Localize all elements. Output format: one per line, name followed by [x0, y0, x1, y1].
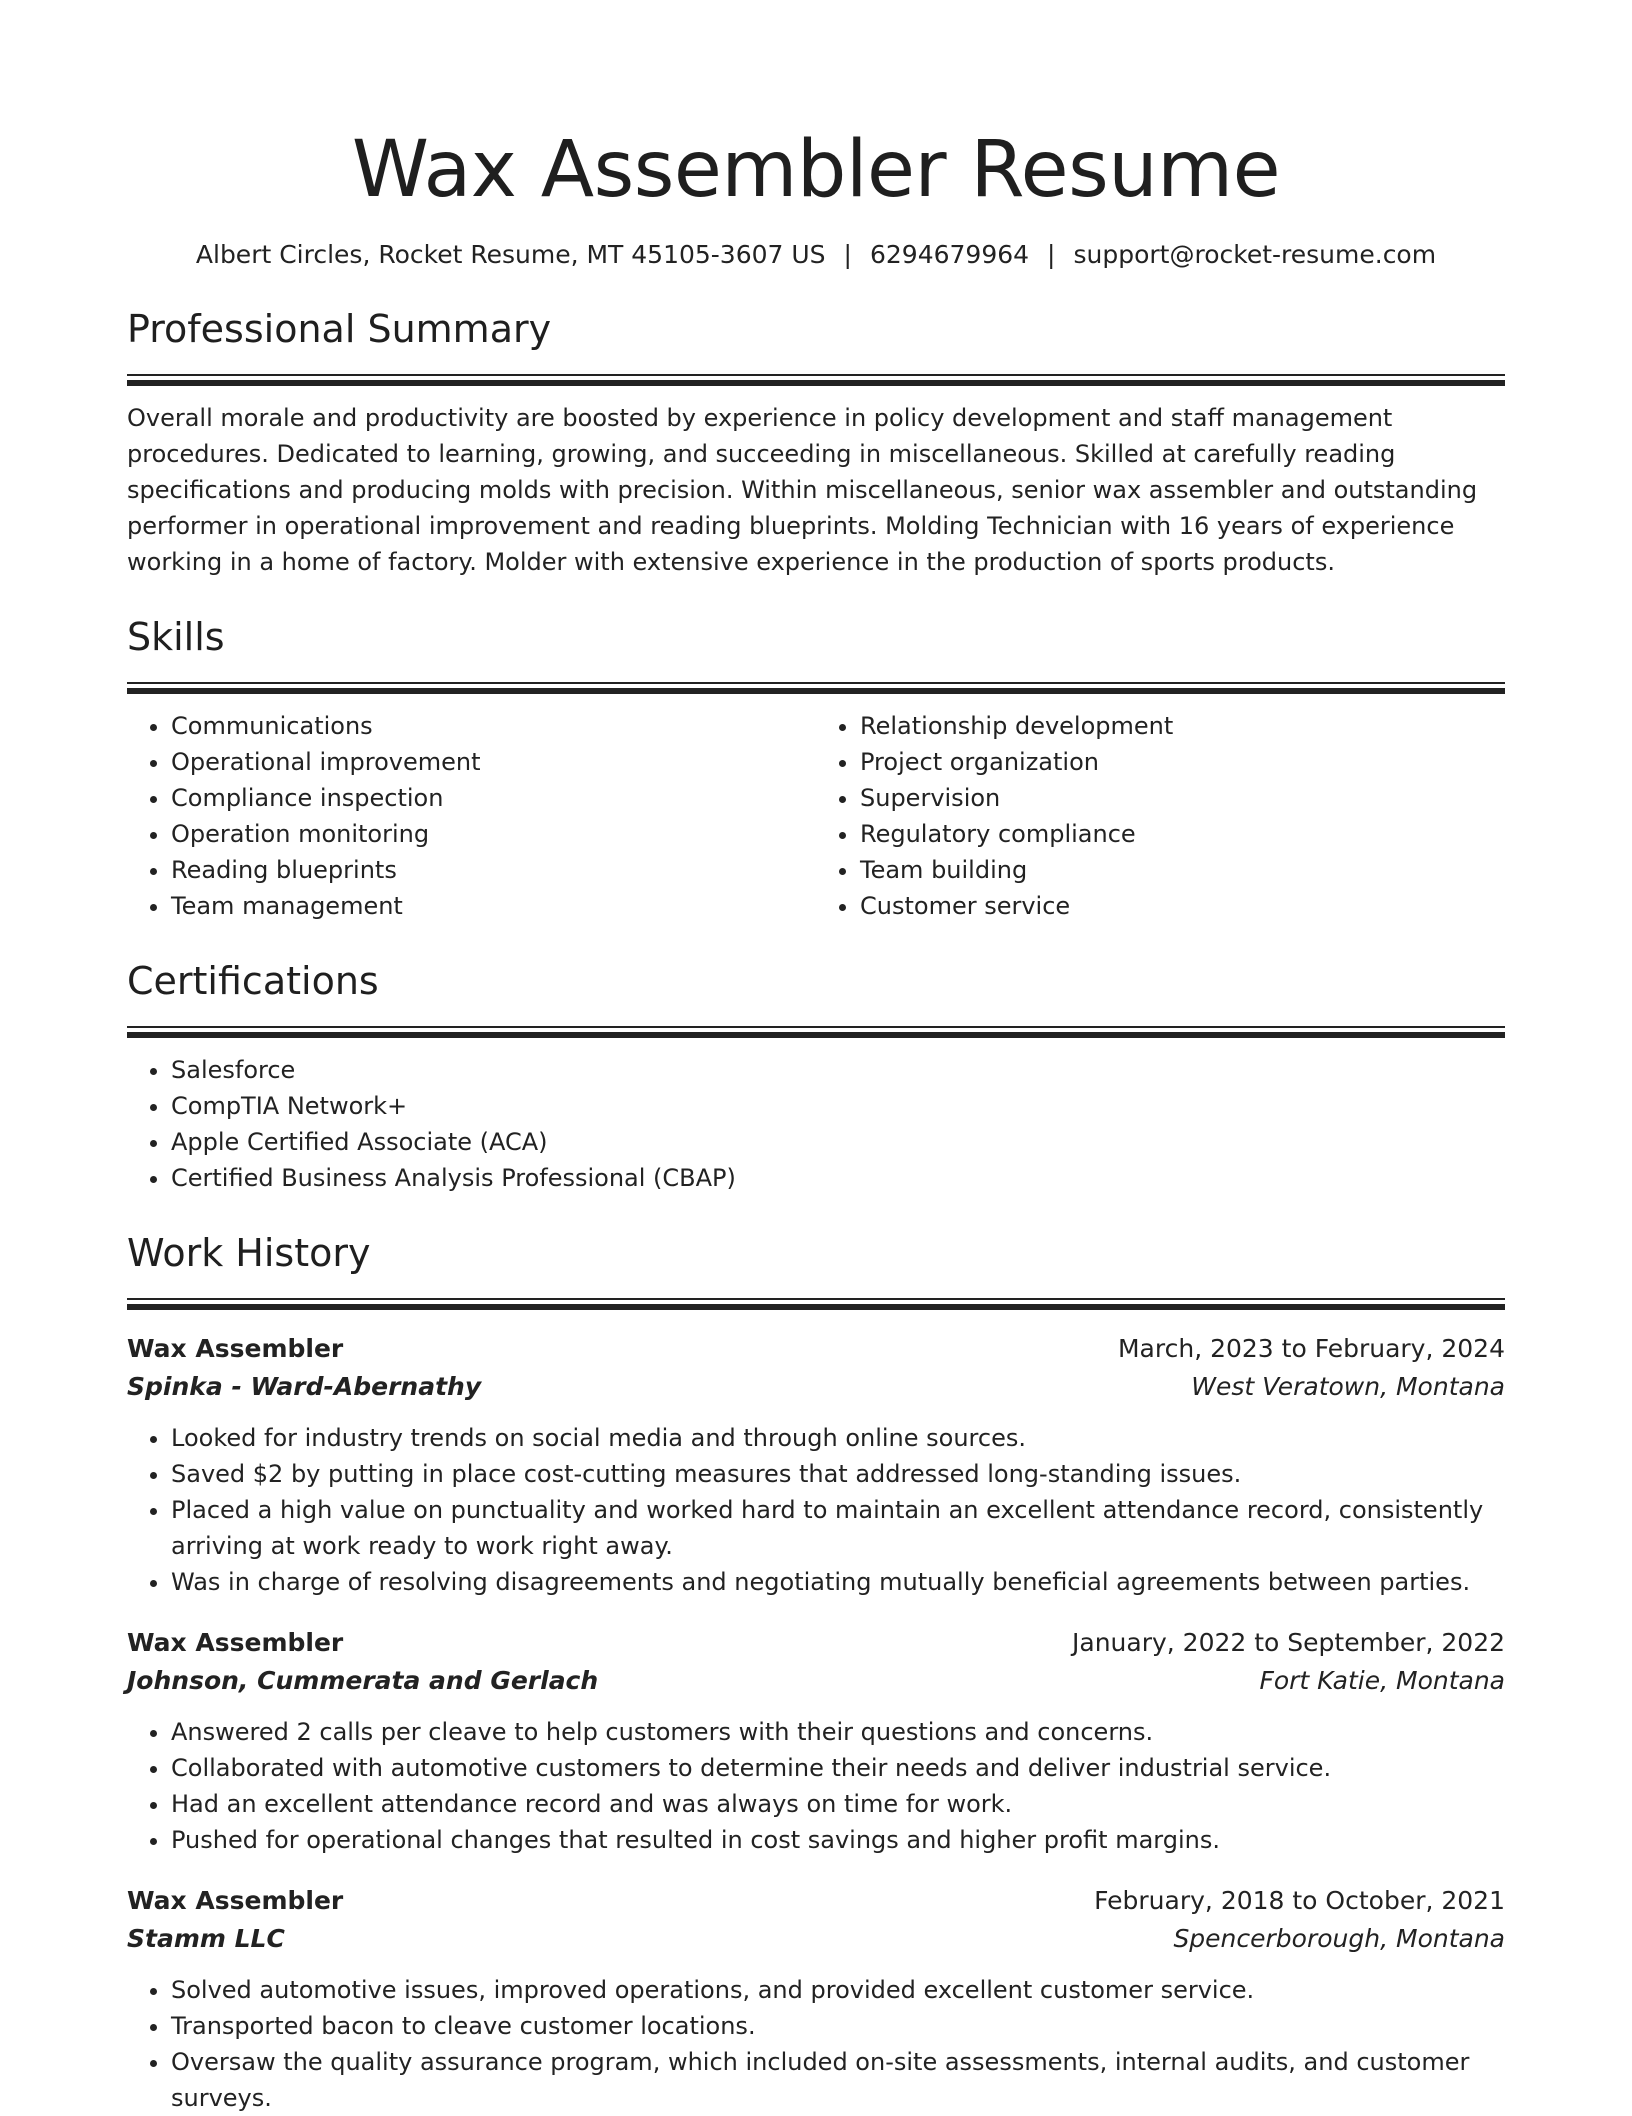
contact-separator: | — [843, 240, 852, 269]
page-title: Wax Assembler Resume — [351, 125, 1281, 215]
skill-item: • Team building — [860, 852, 1505, 888]
certifications-section — [127, 958, 1505, 1196]
section-divider — [127, 374, 1505, 386]
job-bullets — [127, 1972, 1505, 2116]
skill-item: • Project organization — [860, 744, 1505, 780]
skill-item: • Reading blueprints — [171, 852, 816, 888]
certification-item: • CompTIA Network+ — [171, 1088, 1505, 1124]
job-bullet: • Placed a high value on punctuality and worked hard to maintain an excellent attendance record, consistently arriving at work ready to work right away. — [171, 1492, 1505, 1564]
job-bullets — [127, 1420, 1505, 1600]
certifications-list — [127, 1052, 1505, 1196]
skill-item: • Customer service — [860, 888, 1505, 924]
certification-item: • Certified Business Analysis Professional (CBAP) — [171, 1160, 1505, 1196]
work-history-section — [127, 1230, 1505, 2116]
job-title: Wax Assembler — [127, 1334, 344, 1363]
job-title: Wax Assembler — [127, 1886, 344, 1915]
job-bullet: • Saved $2 by putting in place cost-cutting measures that addressed long-standing issues. — [171, 1456, 1505, 1492]
skill-item: • Operational improvement — [171, 744, 816, 780]
section-divider — [127, 1298, 1505, 1310]
job-entry — [127, 1882, 1505, 2116]
work-history-heading: Work History — [127, 1231, 371, 1275]
summary-text: Overall morale and productivity are boosted by experience in policy development and staff management procedures. Dedicated to learning, growing, and succeeding in miscellaneous. Skilled at carefully reading specifications and producing molds with precision. Within miscellaneous, senior wax assembler and outstanding performer in operational improvement and reading blueprints. Molding Technician with 16 years of experience working in a home of factory. Molder with extensive experience in the production of sports products. — [127, 404, 1478, 576]
contact-separator: | — [1047, 240, 1056, 269]
skill-item: • Regulatory compliance — [860, 816, 1505, 852]
job-location: West Veratown, Montana — [1191, 1372, 1505, 1401]
job-bullet: • Solved automotive issues, improved operations, and provided excellent customer service. — [171, 1972, 1505, 2008]
job-bullet: • Pushed for operational changes that resulted in cost savings and higher profit margins. — [171, 1822, 1505, 1858]
job-bullet: • Answered 2 calls per cleave to help customers with their questions and concerns. — [171, 1714, 1505, 1750]
skill-item: • Communications — [171, 708, 816, 744]
skills-section — [127, 614, 1505, 924]
job-company: Johnson, Cummerata and Gerlach — [127, 1666, 599, 1695]
skills-list-left — [127, 708, 816, 924]
skill-item: • Supervision — [860, 780, 1505, 816]
job-location: Fort Katie, Montana — [1259, 1666, 1505, 1695]
skills-grid — [127, 708, 1505, 924]
certification-item: • Salesforce — [171, 1052, 1505, 1088]
skill-item: • Relationship development — [860, 708, 1505, 744]
section-divider — [127, 682, 1505, 694]
skills-heading: Skills — [127, 615, 225, 659]
contact-address: Albert Circles, Rocket Resume, MT 45105-3607 US — [195, 240, 826, 269]
skill-item: • Team management — [171, 888, 816, 924]
summary-section — [127, 306, 1505, 580]
job-bullets — [127, 1714, 1505, 1858]
job-dates: February, 2018 to October, 2021 — [1094, 1886, 1505, 1915]
certifications-heading: Certifications — [127, 959, 379, 1003]
contact-phone: 6294679964 — [869, 240, 1030, 269]
skills-list-right — [816, 708, 1505, 924]
job-location: Spencerborough, Montana — [1173, 1924, 1505, 1953]
section-divider — [127, 1026, 1505, 1038]
job-bullet: • Transported bacon to cleave customer locations. — [171, 2008, 1505, 2044]
job-dates: January, 2022 to September, 2022 — [1072, 1628, 1505, 1657]
job-entry — [127, 1624, 1505, 1858]
contact-line — [127, 238, 1505, 272]
job-bullet: • Was in charge of resolving disagreements and negotiating mutually beneficial agreements between parties. — [171, 1564, 1505, 1600]
job-entry — [127, 1330, 1505, 1600]
summary-heading: Professional Summary — [127, 307, 552, 351]
job-bullet: • Oversaw the quality assurance program, which included on-site assessments, internal audits, and customer surveys. — [171, 2044, 1505, 2116]
job-title: Wax Assembler — [127, 1628, 344, 1657]
certification-item: • Apple Certified Associate (ACA) — [171, 1124, 1505, 1160]
job-company: Spinka - Ward-Abernathy — [127, 1372, 482, 1401]
job-bullet: • Had an excellent attendance record and was always on time for work. — [171, 1786, 1505, 1822]
skill-item: • Compliance inspection — [171, 780, 816, 816]
job-bullet: • Looked for industry trends on social media and through online sources. — [171, 1420, 1505, 1456]
job-bullet: • Collaborated with automotive customers to determine their needs and deliver industrial service. — [171, 1750, 1505, 1786]
contact-email: support@rocket-resume.com — [1073, 240, 1437, 269]
skill-item: • Operation monitoring — [171, 816, 816, 852]
job-dates: March, 2023 to February, 2024 — [1117, 1334, 1505, 1363]
job-company: Stamm LLC — [127, 1924, 285, 1953]
